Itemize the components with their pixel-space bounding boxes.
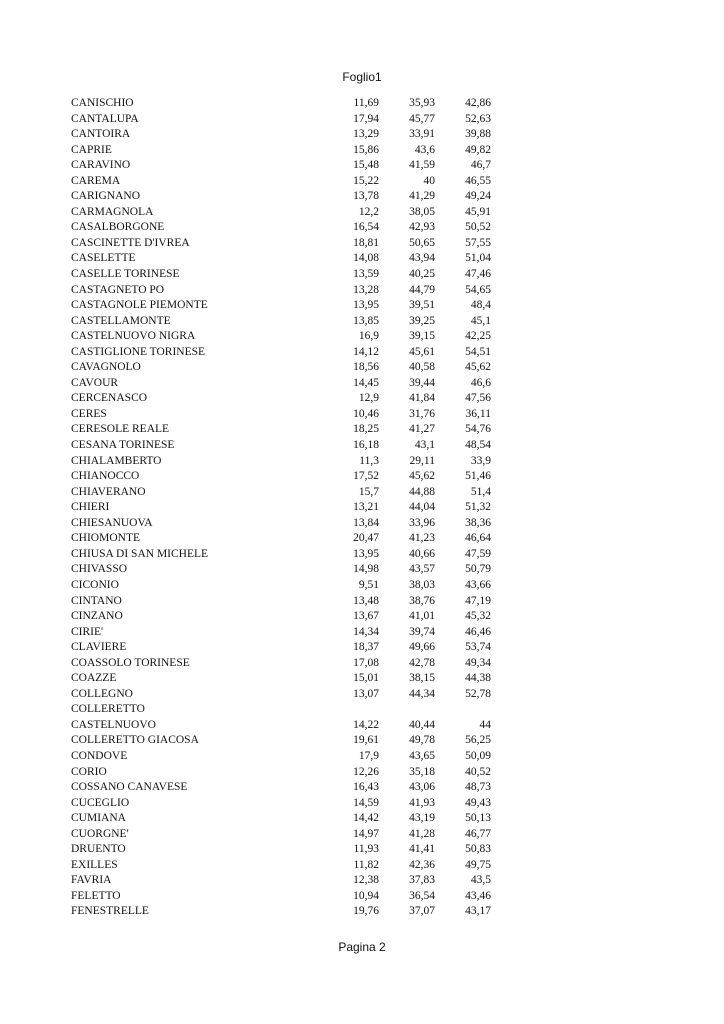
value-col-3: 53,74 bbox=[465, 641, 491, 654]
value-col-3: 49,82 bbox=[465, 143, 491, 156]
municipality-name: COLLERETTO CASTELNUOVO bbox=[71, 703, 156, 731]
municipality-name: CERCENASCO bbox=[71, 392, 148, 405]
table-row bbox=[71, 96, 491, 112]
value-col-3: 51,46 bbox=[465, 470, 491, 483]
table-row bbox=[71, 547, 491, 563]
municipality-name: CASTAGNETO PO bbox=[71, 283, 165, 296]
municipality-name: CHIUSA DI SAN MICHELE bbox=[71, 547, 209, 560]
value-col-2: 41,41 bbox=[409, 843, 435, 856]
table-row bbox=[71, 345, 491, 361]
table-row bbox=[71, 687, 491, 703]
value-col-2: 39,15 bbox=[409, 330, 435, 343]
municipality-name: CARIGNANO bbox=[71, 190, 140, 203]
value-col-2: 33,91 bbox=[409, 128, 435, 141]
municipality-name: CASALBORGONE bbox=[71, 221, 165, 234]
value-col-3: 45,91 bbox=[465, 205, 491, 218]
municipality-name: CHIOMONTE bbox=[71, 532, 140, 545]
page-number: Pagina 2 bbox=[338, 940, 386, 954]
value-col-1: 13,59 bbox=[353, 268, 379, 281]
value-col-1: 17,9 bbox=[358, 749, 379, 762]
municipality-name: CIRIE' bbox=[71, 625, 104, 638]
table-row bbox=[71, 143, 491, 159]
value-col-3: 49,34 bbox=[465, 656, 491, 669]
value-col-2: 43,94 bbox=[409, 252, 435, 265]
value-col-3: 51,4 bbox=[470, 485, 491, 498]
table-row bbox=[71, 811, 491, 827]
value-col-3: 56,25 bbox=[465, 734, 491, 747]
value-col-3: 46,6 bbox=[470, 376, 491, 389]
value-col-1: 14,42 bbox=[353, 812, 379, 825]
value-col-2: 38,15 bbox=[409, 672, 435, 685]
municipality-name: CARAVINO bbox=[71, 159, 131, 172]
value-col-3: 48,73 bbox=[465, 781, 491, 794]
table-row bbox=[71, 469, 491, 485]
table-row bbox=[71, 391, 491, 407]
table-row bbox=[71, 780, 491, 796]
value-col-3: 51,04 bbox=[465, 252, 491, 265]
value-col-2: 41,23 bbox=[409, 532, 435, 545]
table-row bbox=[71, 578, 491, 594]
value-col-3: 33,9 bbox=[470, 454, 491, 467]
table-row bbox=[71, 189, 491, 205]
value-col-3: 36,11 bbox=[465, 407, 491, 420]
value-col-1: 11,93 bbox=[353, 843, 379, 856]
value-col-2: 40,66 bbox=[409, 547, 435, 560]
value-col-1: 12,38 bbox=[353, 874, 379, 887]
value-col-2: 31,76 bbox=[409, 407, 435, 420]
value-col-1: 16,18 bbox=[353, 439, 379, 452]
value-col-3: 43,66 bbox=[465, 578, 491, 591]
municipality-name: CAPRIE bbox=[71, 143, 112, 156]
value-col-1: 13,84 bbox=[353, 516, 379, 529]
value-col-1: 14,12 bbox=[353, 345, 379, 358]
value-col-2: 43,1 bbox=[414, 439, 435, 452]
value-col-3: 39,88 bbox=[465, 128, 491, 141]
value-col-2: 43,57 bbox=[409, 563, 435, 576]
value-col-1: 15,22 bbox=[353, 174, 379, 187]
table-row bbox=[71, 220, 491, 236]
value-col-2: 41,01 bbox=[409, 610, 435, 623]
value-col-2: 37,07 bbox=[409, 905, 435, 918]
value-col-1: 17,08 bbox=[353, 656, 379, 669]
value-col-1: 11,3 bbox=[359, 454, 379, 467]
value-col-2: 39,44 bbox=[409, 376, 435, 389]
table-row bbox=[71, 329, 491, 345]
value-col-2: 44,79 bbox=[409, 283, 435, 296]
table-row bbox=[71, 656, 491, 672]
value-col-2: 43,06 bbox=[409, 781, 435, 794]
value-col-3: 44 bbox=[479, 718, 491, 731]
value-col-3: 50,83 bbox=[465, 843, 491, 856]
value-col-2: 42,36 bbox=[409, 858, 435, 871]
sheet-title: Foglio1 bbox=[342, 70, 382, 84]
municipality-name: CINTANO bbox=[71, 594, 122, 607]
value-col-2: 41,84 bbox=[409, 392, 435, 405]
table-row bbox=[71, 625, 491, 641]
value-col-2: 43,65 bbox=[409, 749, 435, 762]
value-col-2: 43,6 bbox=[414, 143, 435, 156]
value-col-1: 14,59 bbox=[353, 796, 379, 809]
value-col-3: 45,32 bbox=[465, 610, 491, 623]
municipality-name: CANTALUPA bbox=[71, 112, 139, 125]
value-col-1: 18,56 bbox=[353, 361, 379, 374]
table-row bbox=[71, 749, 491, 765]
municipality-name: CHIANOCCO bbox=[71, 470, 140, 483]
value-col-3: 46,46 bbox=[465, 625, 491, 638]
value-col-1: 13,67 bbox=[353, 610, 379, 623]
municipality-name: CAREMA bbox=[71, 174, 121, 187]
value-col-2: 38,05 bbox=[409, 205, 435, 218]
municipality-name: CUCEGLIO bbox=[71, 796, 130, 809]
value-col-2: 49,66 bbox=[409, 641, 435, 654]
value-col-1: 15,01 bbox=[353, 672, 379, 685]
municipality-name: CESANA TORINESE bbox=[71, 439, 175, 452]
value-col-1: 16,43 bbox=[353, 781, 379, 794]
value-col-1: 13,78 bbox=[353, 190, 379, 203]
value-col-1: 15,48 bbox=[353, 159, 379, 172]
municipality-name: CASTELNUOVO NIGRA bbox=[71, 330, 196, 343]
value-col-3: 47,19 bbox=[465, 594, 491, 607]
municipality-name: CLAVIERE bbox=[71, 641, 127, 654]
value-col-3: 42,86 bbox=[465, 97, 491, 109]
table-row bbox=[71, 127, 491, 143]
value-col-1: 13,07 bbox=[353, 687, 379, 700]
municipality-name: CICONIO bbox=[71, 578, 119, 591]
value-col-1: 10,94 bbox=[353, 889, 379, 902]
value-col-2: 43,19 bbox=[409, 812, 435, 825]
value-col-2: 29,11 bbox=[409, 454, 435, 467]
value-col-3: 50,52 bbox=[465, 221, 491, 234]
value-col-1: 18,25 bbox=[353, 423, 379, 436]
municipality-name: COASSOLO TORINESE bbox=[71, 656, 190, 669]
value-col-2: 36,54 bbox=[409, 889, 435, 902]
table-row bbox=[71, 267, 491, 283]
table-row bbox=[71, 112, 491, 128]
municipality-name: FAVRIA bbox=[71, 874, 112, 887]
municipality-name: FELETTO bbox=[71, 889, 121, 902]
municipality-name: CHIALAMBERTO bbox=[71, 454, 162, 467]
value-col-1: 12,26 bbox=[353, 765, 379, 778]
value-col-3: 57,55 bbox=[465, 236, 491, 249]
table-row bbox=[71, 765, 491, 781]
value-col-3: 43,46 bbox=[465, 889, 491, 902]
municipality-name: CHIAVERANO bbox=[71, 485, 146, 498]
value-col-1: 14,22 bbox=[353, 718, 379, 731]
municipality-name: CAVAGNOLO bbox=[71, 361, 141, 374]
value-col-3: 52,78 bbox=[465, 687, 491, 700]
value-col-2: 45,62 bbox=[409, 470, 435, 483]
value-col-1: 13,48 bbox=[353, 594, 379, 607]
value-col-2: 50,65 bbox=[409, 236, 435, 249]
municipality-name: CERES bbox=[71, 407, 107, 420]
table-row bbox=[71, 314, 491, 330]
municipality-name: DRUENTO bbox=[71, 843, 126, 856]
value-col-2: 39,25 bbox=[409, 314, 435, 327]
table-row bbox=[71, 733, 491, 749]
table-row bbox=[71, 360, 491, 376]
municipality-name: CARMAGNOLA bbox=[71, 205, 154, 218]
table-row bbox=[71, 422, 491, 438]
table-row bbox=[71, 531, 491, 547]
value-col-2: 44,88 bbox=[409, 485, 435, 498]
value-col-1: 17,94 bbox=[353, 112, 379, 125]
municipality-name: FENESTRELLE bbox=[71, 905, 149, 918]
municipality-name: COLLEGNO bbox=[71, 687, 133, 700]
value-col-2: 42,78 bbox=[409, 656, 435, 669]
table-row bbox=[71, 454, 491, 470]
table-row bbox=[71, 251, 491, 267]
table-row bbox=[71, 858, 491, 874]
municipality-name: CASTAGNOLE PIEMONTE bbox=[71, 299, 208, 312]
value-col-2: 41,27 bbox=[409, 423, 435, 436]
municipality-name: CAVOUR bbox=[71, 376, 119, 389]
value-col-3: 45,1 bbox=[470, 314, 491, 327]
value-col-1: 15,86 bbox=[353, 143, 379, 156]
value-col-1: 13,85 bbox=[353, 314, 379, 327]
municipality-name: CASELLE TORINESE bbox=[71, 268, 180, 281]
municipality-name: COAZZE bbox=[71, 672, 117, 685]
value-col-1: 14,34 bbox=[353, 625, 379, 638]
municipality-name: CORIO bbox=[71, 765, 107, 778]
table-row bbox=[71, 174, 491, 190]
value-col-3: 49,75 bbox=[465, 858, 491, 871]
value-col-2: 39,74 bbox=[409, 625, 435, 638]
municipality-name: CUMIANA bbox=[71, 812, 126, 825]
value-col-3: 44,38 bbox=[465, 672, 491, 685]
table-row bbox=[71, 640, 491, 656]
table-row bbox=[71, 236, 491, 252]
value-col-2: 35,93 bbox=[409, 97, 435, 109]
value-col-1: 19,76 bbox=[353, 905, 379, 918]
value-col-2: 41,93 bbox=[409, 796, 435, 809]
data-table bbox=[71, 96, 491, 920]
table-row bbox=[71, 485, 491, 501]
municipality-name: CASCINETTE D'IVREA bbox=[71, 236, 190, 249]
municipality-name: CANTOIRA bbox=[71, 128, 131, 141]
table-row bbox=[71, 376, 491, 392]
value-col-1: 10,46 bbox=[353, 407, 379, 420]
table-row bbox=[71, 827, 491, 843]
value-col-3: 43,5 bbox=[470, 874, 491, 887]
value-col-1: 12,9 bbox=[358, 392, 379, 405]
value-col-1: 18,81 bbox=[353, 236, 379, 249]
value-col-2: 35,18 bbox=[409, 765, 435, 778]
value-col-1: 11,69 bbox=[353, 97, 379, 109]
municipality-name: CASTELLAMONTE bbox=[71, 314, 171, 327]
value-col-3: 54,65 bbox=[465, 283, 491, 296]
value-col-3: 49,24 bbox=[465, 190, 491, 203]
value-col-1: 14,45 bbox=[353, 376, 379, 389]
municipality-name: CUORGNE' bbox=[71, 827, 129, 840]
value-col-2: 44,34 bbox=[409, 687, 435, 700]
table-row bbox=[71, 904, 491, 920]
value-col-2: 42,93 bbox=[409, 221, 435, 234]
value-col-3: 43,17 bbox=[465, 905, 491, 918]
table-row bbox=[71, 205, 491, 221]
value-col-2: 41,59 bbox=[409, 159, 435, 172]
value-col-1: 13,28 bbox=[353, 283, 379, 296]
value-col-1: 14,08 bbox=[353, 252, 379, 265]
value-col-3: 38,36 bbox=[465, 516, 491, 529]
value-col-3: 49,43 bbox=[465, 796, 491, 809]
table-row bbox=[71, 298, 491, 314]
value-col-1: 18,37 bbox=[353, 641, 379, 654]
value-col-1: 20,47 bbox=[353, 532, 379, 545]
value-col-1: 13,29 bbox=[353, 128, 379, 141]
value-col-2: 39,51 bbox=[409, 299, 435, 312]
municipality-name: CHIERI bbox=[71, 501, 110, 514]
value-col-3: 51,32 bbox=[465, 501, 491, 514]
municipality-name: CANISCHIO bbox=[71, 97, 134, 109]
value-col-2: 45,61 bbox=[409, 345, 435, 358]
value-col-2: 41,28 bbox=[409, 827, 435, 840]
value-col-3: 50,09 bbox=[465, 749, 491, 762]
value-col-1: 11,82 bbox=[353, 858, 379, 871]
value-col-2: 44,04 bbox=[409, 501, 435, 514]
table-row bbox=[71, 438, 491, 454]
value-col-1: 14,97 bbox=[353, 827, 379, 840]
value-col-3: 46,7 bbox=[470, 159, 491, 172]
value-col-2: 37,83 bbox=[409, 874, 435, 887]
value-col-2: 45,77 bbox=[409, 112, 435, 125]
value-col-2: 38,76 bbox=[409, 594, 435, 607]
value-col-1: 16,9 bbox=[358, 330, 379, 343]
value-col-2: 49,78 bbox=[409, 734, 435, 747]
municipality-name: CERESOLE REALE bbox=[71, 423, 170, 436]
municipality-name: COSSANO CANAVESE bbox=[71, 781, 188, 794]
value-col-3: 50,13 bbox=[465, 812, 491, 825]
value-col-3: 40,52 bbox=[465, 765, 491, 778]
value-col-1: 9,51 bbox=[358, 578, 379, 591]
value-col-3: 46,77 bbox=[465, 827, 491, 840]
value-col-3: 42,25 bbox=[465, 330, 491, 343]
table-row bbox=[71, 671, 491, 687]
municipality-name: CONDOVE bbox=[71, 749, 128, 762]
table-row bbox=[71, 842, 491, 858]
value-col-1: 13,95 bbox=[353, 547, 379, 560]
table-row bbox=[71, 516, 491, 532]
value-col-1: 12,2 bbox=[358, 205, 379, 218]
value-col-2: 40,58 bbox=[409, 361, 435, 374]
municipality-name: CASELETTE bbox=[71, 252, 136, 265]
municipality-name: COLLERETTO GIACOSA bbox=[71, 734, 199, 747]
value-col-2: 38,03 bbox=[409, 578, 435, 591]
value-col-3: 52,63 bbox=[465, 112, 491, 125]
value-col-1: 15,7 bbox=[358, 485, 379, 498]
table-row bbox=[71, 283, 491, 299]
value-col-1: 16,54 bbox=[353, 221, 379, 234]
value-col-3: 45,62 bbox=[465, 361, 491, 374]
value-col-1: 13,21 bbox=[353, 501, 379, 514]
value-col-2: 40,25 bbox=[409, 268, 435, 281]
value-col-1: 19,61 bbox=[353, 734, 379, 747]
table-row bbox=[71, 609, 491, 625]
value-col-3: 47,59 bbox=[465, 547, 491, 560]
municipality-name: CASTIGLIONE TORINESE bbox=[71, 345, 206, 358]
value-col-3: 46,64 bbox=[465, 532, 491, 545]
value-col-3: 50,79 bbox=[465, 563, 491, 576]
value-col-3: 54,51 bbox=[465, 345, 491, 358]
municipality-name: CINZANO bbox=[71, 610, 123, 623]
municipality-name: EXILLES bbox=[71, 858, 118, 871]
value-col-3: 46,55 bbox=[465, 174, 491, 187]
value-col-3: 48,4 bbox=[470, 299, 491, 312]
value-col-1: 13,95 bbox=[353, 299, 379, 312]
table-row bbox=[71, 796, 491, 812]
value-col-3: 47,46 bbox=[465, 268, 491, 281]
table-row bbox=[71, 702, 491, 733]
table-row bbox=[71, 158, 491, 174]
municipality-name: CHIESANUOVA bbox=[71, 516, 153, 529]
value-col-2: 41,29 bbox=[409, 190, 435, 203]
value-col-1: 17,52 bbox=[353, 470, 379, 483]
value-col-3: 54,76 bbox=[465, 423, 491, 436]
municipality-name: CHIVASSO bbox=[71, 563, 128, 576]
table-row bbox=[71, 407, 491, 423]
value-col-3: 48,54 bbox=[465, 439, 491, 452]
table-row bbox=[71, 873, 491, 889]
table-row bbox=[71, 562, 491, 578]
table-row bbox=[71, 500, 491, 516]
table-row bbox=[71, 889, 491, 905]
value-col-1: 14,98 bbox=[353, 563, 379, 576]
value-col-2: 40 bbox=[423, 174, 435, 187]
table-row bbox=[71, 594, 491, 610]
value-col-3: 47,56 bbox=[465, 392, 491, 405]
value-col-2: 33,96 bbox=[409, 516, 435, 529]
value-col-2: 40,44 bbox=[409, 718, 435, 731]
